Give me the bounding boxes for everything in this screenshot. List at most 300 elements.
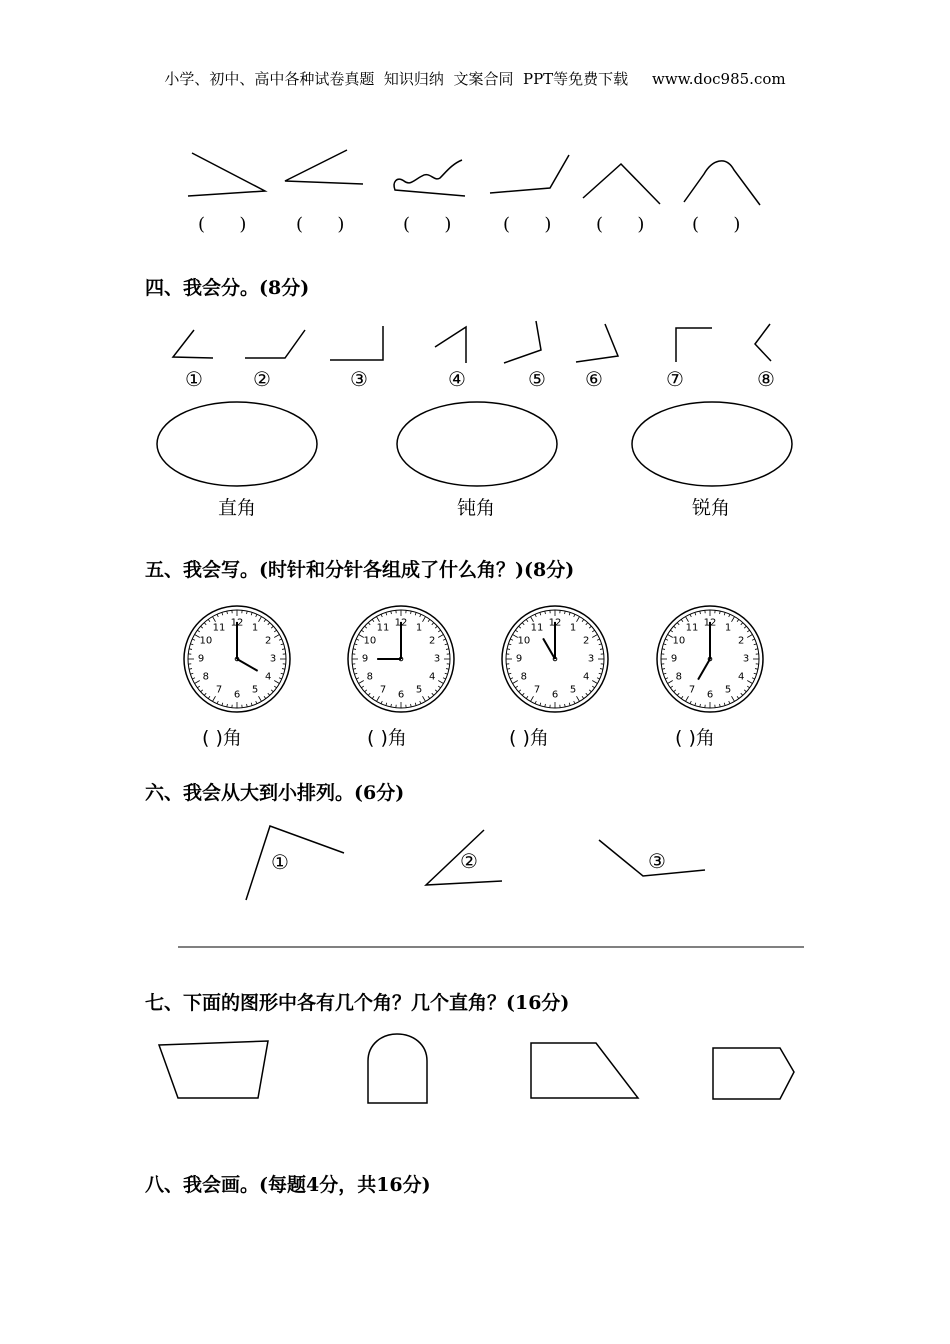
- clock-tick: [662, 649, 665, 650]
- clock-tick: [668, 681, 673, 684]
- clock-tick: [586, 623, 588, 625]
- clock-tick: [599, 644, 602, 645]
- clock-tick: [247, 704, 248, 707]
- page-header: 小学、初中、高中各种试卷真题 知识归纳 文案合同 PPT等免费下载 www.doc985.com: [164, 70, 786, 88]
- clock-tick: [677, 693, 679, 695]
- clock-number: 4: [582, 671, 590, 683]
- clock-tick: [213, 696, 216, 701]
- clock-tick: [577, 617, 580, 622]
- clock-tick: [415, 612, 416, 615]
- clock-tick: [359, 681, 364, 684]
- clock-tick: [372, 696, 374, 698]
- angle-figure-4: [435, 327, 466, 363]
- angle-label-2: ②: [253, 367, 271, 391]
- clock-tick: [720, 611, 721, 614]
- clock-tick: [755, 669, 758, 670]
- figure-angle-5: [583, 164, 660, 204]
- angle-label-4: ④: [448, 367, 466, 391]
- clock-number: 8: [202, 671, 210, 683]
- clock-number: 7: [215, 684, 223, 696]
- clock-tick: [381, 614, 382, 617]
- clock-tick: [729, 701, 730, 704]
- clock-tick: [197, 630, 199, 632]
- angle-label-1: ①: [185, 367, 203, 391]
- clock-number: 7: [533, 684, 541, 696]
- clock-tick: [377, 696, 380, 701]
- clock-tick: [391, 704, 392, 707]
- category-right-angle: 直角: [218, 497, 257, 519]
- clock-tick: [592, 630, 594, 632]
- ellipse-right-angle: [157, 402, 317, 486]
- clock-tick: [259, 696, 262, 701]
- clock-number: 3: [269, 653, 277, 665]
- clock-tick: [259, 617, 262, 622]
- clock-tick: [535, 614, 536, 617]
- clock-tick: [586, 693, 588, 695]
- clock-tick: [674, 690, 676, 692]
- clock-tick: [531, 696, 534, 701]
- clock-number: 5: [415, 684, 423, 696]
- clock-number: 5: [569, 684, 577, 696]
- clock-tick: [279, 678, 282, 679]
- clock-tick: [515, 630, 517, 632]
- hour-hand: [543, 638, 555, 659]
- clock-tick: [526, 696, 528, 698]
- answer-blank-2[interactable]: ( ): [296, 214, 345, 235]
- clock-tick: [372, 619, 374, 621]
- compare-angle-1: [246, 826, 344, 900]
- clock-tick: [251, 703, 252, 706]
- clock-tick: [597, 639, 600, 640]
- clock-tick: [423, 696, 426, 701]
- clock-tick: [264, 696, 266, 698]
- clock-number: 5: [724, 684, 732, 696]
- answer-blank-1[interactable]: ( ): [198, 214, 247, 235]
- clock-tick: [741, 623, 743, 625]
- clock-answer-1[interactable]: ( )角: [202, 727, 242, 749]
- clock-answer-2[interactable]: ( )角: [367, 727, 407, 749]
- clock-tick: [519, 690, 521, 692]
- clock-tick: [204, 623, 206, 625]
- clock-tick: [201, 690, 203, 692]
- clock-tick: [729, 614, 730, 617]
- clock-number: 4: [428, 671, 436, 683]
- section-6-title: 六、我会从大到小排列。(6分): [145, 782, 405, 804]
- clock-tick: [597, 678, 600, 679]
- clock-tick: [264, 619, 266, 621]
- section-4-title: 四、我会分。(8分): [145, 277, 310, 299]
- clock-tick: [592, 681, 597, 684]
- clock-number: 6: [233, 689, 241, 701]
- clock-tick: [446, 669, 449, 670]
- clock-tick: [365, 626, 367, 628]
- answer-blank-6[interactable]: ( ): [692, 214, 741, 235]
- clock-tick: [268, 693, 270, 695]
- clock-tick: [279, 639, 282, 640]
- clock-tick: [192, 678, 195, 679]
- clock-tick: [227, 611, 228, 614]
- clock-tick: [356, 639, 359, 640]
- angle-figure-2: [245, 330, 305, 358]
- ellipse-acute-angle: [632, 402, 792, 486]
- compare-label-3: ③: [648, 849, 666, 873]
- clock-number: 1: [569, 622, 577, 634]
- clock-tick: [361, 630, 363, 632]
- clock-tick: [670, 630, 672, 632]
- clock-tick: [386, 612, 387, 615]
- clock-tick: [737, 696, 739, 698]
- clock-answer-4[interactable]: ( )角: [675, 727, 715, 749]
- clock-number: 2: [264, 635, 272, 647]
- clock-answer-3[interactable]: ( )角: [509, 727, 549, 749]
- clock-tick: [368, 623, 370, 625]
- clock-tick: [540, 703, 541, 706]
- clock-tick: [281, 673, 284, 674]
- clock-tick: [507, 669, 510, 670]
- clock-tick: [600, 649, 603, 650]
- clock-number: 9: [515, 653, 523, 665]
- hour-hand: [237, 659, 258, 671]
- section-7-title: 七、下面的图形中各有几个角？几个直角？(16分): [145, 992, 570, 1014]
- clock-tick: [755, 649, 758, 650]
- clock-number: 6: [551, 689, 559, 701]
- clock-tick: [662, 669, 665, 670]
- clock-1: [184, 606, 290, 712]
- answer-blank-3[interactable]: ( ): [403, 214, 452, 235]
- clock-tick: [519, 626, 521, 628]
- clock-tick: [592, 635, 597, 638]
- angle-label-5: ⑤: [528, 367, 546, 391]
- hour-hand: [698, 659, 710, 680]
- clock-number: 7: [688, 684, 696, 696]
- clock-tick: [256, 614, 257, 617]
- clock-tick: [674, 626, 676, 628]
- clock-tick: [565, 704, 566, 707]
- compare-label-2: ②: [460, 849, 478, 873]
- clock-tick: [569, 703, 570, 706]
- shape-pentagon: [713, 1048, 794, 1099]
- clock-tick: [438, 635, 443, 638]
- clock-tick: [438, 686, 440, 688]
- figure-angle-4: [490, 155, 569, 193]
- clock-tick: [443, 678, 446, 679]
- clock-tick: [589, 690, 591, 692]
- clock-tick: [274, 635, 279, 638]
- category-obtuse-angle: 钝角: [457, 497, 496, 519]
- clock-2: [348, 606, 454, 712]
- clock-number: 11: [685, 622, 699, 634]
- angle-label-8: ⑧: [757, 367, 775, 391]
- clock-tick: [695, 612, 696, 615]
- clock-tick: [720, 704, 721, 707]
- clock-tick: [268, 623, 270, 625]
- clock-tick: [432, 693, 434, 695]
- clock-tick: [201, 626, 203, 628]
- clock-tick: [690, 701, 691, 704]
- clock-number: 8: [675, 671, 683, 683]
- clock-tick: [513, 681, 518, 684]
- angle-label-3: ③: [350, 367, 368, 391]
- clock-number: 1: [251, 622, 259, 634]
- ellipse-obtuse-angle: [397, 402, 557, 486]
- clock-tick: [274, 686, 276, 688]
- clock-tick: [515, 686, 517, 688]
- clock-tick: [747, 635, 752, 638]
- section-5-title: 五、我会写。(时针和分针各组成了什么角？)(8分): [145, 559, 575, 581]
- clock-tick: [411, 611, 412, 614]
- clock-tick: [256, 701, 257, 704]
- clock-tick: [545, 704, 546, 707]
- clock-number: 11: [376, 622, 390, 634]
- clock-number: 8: [520, 671, 528, 683]
- clock-tick: [754, 644, 757, 645]
- clock-3: [502, 606, 608, 712]
- clock-number: 8: [366, 671, 374, 683]
- clock-tick: [368, 693, 370, 695]
- clock-number: 1: [724, 622, 732, 634]
- clock-tick: [208, 619, 210, 621]
- clock-tick: [428, 619, 430, 621]
- clock-tick: [222, 612, 223, 615]
- clock-number: 12: [548, 617, 562, 629]
- clock-number: 2: [737, 635, 745, 647]
- clock-tick: [510, 678, 513, 679]
- clock-number: 4: [264, 671, 272, 683]
- clock-tick: [744, 690, 746, 692]
- clock-tick: [700, 704, 701, 707]
- clock-tick: [423, 617, 426, 622]
- clock-number: 7: [379, 684, 387, 696]
- angle-figure-5: [504, 321, 541, 363]
- clock-number: 9: [670, 653, 678, 665]
- clock-tick: [747, 630, 749, 632]
- clock-number: 2: [428, 635, 436, 647]
- clock-tick: [686, 617, 689, 622]
- clock-tick: [545, 611, 546, 614]
- clock-tick: [438, 630, 440, 632]
- clock-tick: [510, 639, 513, 640]
- clock-tick: [677, 623, 679, 625]
- clock-tick: [446, 649, 449, 650]
- clock-tick: [432, 623, 434, 625]
- clock-tick: [435, 690, 437, 692]
- clock-number: 1: [415, 622, 423, 634]
- clock-tick: [189, 649, 192, 650]
- clock-tick: [190, 673, 193, 674]
- clock-tick: [565, 611, 566, 614]
- clock-number: 3: [587, 653, 595, 665]
- answer-blank-5[interactable]: ( ): [596, 214, 645, 235]
- clock-tick: [354, 644, 357, 645]
- clock-tick: [415, 703, 416, 706]
- clock-tick: [208, 696, 210, 698]
- clock-number: 9: [197, 653, 205, 665]
- answer-blank-4[interactable]: ( ): [503, 214, 552, 235]
- shape-trapezoid: [159, 1041, 268, 1098]
- clock-tick: [574, 701, 575, 704]
- angle-figure-7: [676, 328, 712, 362]
- clock-number: 2: [582, 635, 590, 647]
- angle-figure-6: [576, 324, 618, 362]
- clock-tick: [353, 669, 356, 670]
- clock-tick: [247, 611, 248, 614]
- clock-tick: [574, 614, 575, 617]
- clock-tick: [445, 673, 448, 674]
- clock-tick: [251, 612, 252, 615]
- clock-tick: [204, 693, 206, 695]
- clock-tick: [192, 639, 195, 640]
- clock-tick: [599, 673, 602, 674]
- clock-tick: [508, 644, 511, 645]
- clock-tick: [681, 696, 683, 698]
- clock-number: 11: [530, 622, 544, 634]
- clock-number: 10: [672, 635, 686, 647]
- clock-tick: [737, 619, 739, 621]
- clock-tick: [732, 696, 735, 701]
- clock-tick: [365, 690, 367, 692]
- shape-right-trapezoid: [531, 1043, 638, 1098]
- clock-tick: [353, 649, 356, 650]
- clock-tick: [190, 644, 193, 645]
- clock-tick: [435, 626, 437, 628]
- clock-tick: [569, 612, 570, 615]
- clock-tick: [411, 704, 412, 707]
- clock-tick: [663, 644, 666, 645]
- angle-figure-8: [755, 324, 771, 361]
- clock-number: 4: [737, 671, 745, 683]
- clock-tick: [747, 681, 752, 684]
- clock-tick: [663, 673, 666, 674]
- clock-tick: [600, 669, 603, 670]
- clock-tick: [700, 611, 701, 614]
- figure-angle-2: [285, 150, 363, 184]
- clock-number: 5: [251, 684, 259, 696]
- clock-tick: [670, 686, 672, 688]
- clock-tick: [386, 703, 387, 706]
- clock-tick: [438, 681, 443, 684]
- clock-tick: [391, 611, 392, 614]
- clock-tick: [274, 630, 276, 632]
- clock-tick: [724, 703, 725, 706]
- compare-label-1: ①: [271, 850, 289, 874]
- shape-arch: [368, 1034, 427, 1103]
- clock-tick: [592, 686, 594, 688]
- clock-tick: [282, 649, 285, 650]
- section-8-title: 八、我会画。(每题4分，共16分): [145, 1174, 431, 1196]
- angle-label-6: ⑥: [585, 367, 603, 391]
- clock-tick: [665, 678, 668, 679]
- clock-tick: [361, 686, 363, 688]
- clock-tick: [227, 704, 228, 707]
- clock-tick: [681, 619, 683, 621]
- clock-tick: [522, 623, 524, 625]
- clock-tick: [747, 686, 749, 688]
- clock-tick: [271, 626, 273, 628]
- section3-figures: [188, 150, 760, 205]
- clock-tick: [445, 644, 448, 645]
- clock-tick: [752, 639, 755, 640]
- clock-tick: [531, 617, 534, 622]
- clock-tick: [589, 626, 591, 628]
- angle-figure-3: [330, 326, 383, 360]
- clock-tick: [526, 619, 528, 621]
- clock-tick: [540, 612, 541, 615]
- clock-number: 12: [394, 617, 408, 629]
- clock-number: 6: [397, 689, 405, 701]
- clock-tick: [189, 669, 192, 670]
- clock-tick: [420, 701, 421, 704]
- clock-tick: [356, 678, 359, 679]
- clock-tick: [377, 617, 380, 622]
- clock-tick: [507, 649, 510, 650]
- clock-tick: [741, 693, 743, 695]
- figure-curve-6: [684, 161, 760, 205]
- clock-tick: [522, 693, 524, 695]
- clock-number: 6: [706, 689, 714, 701]
- clock-number: 3: [742, 653, 750, 665]
- clock-tick: [535, 701, 536, 704]
- clock-tick: [752, 678, 755, 679]
- angle-figure-1: [173, 330, 213, 358]
- clock-number: 12: [230, 617, 244, 629]
- clock-tick: [195, 681, 200, 684]
- clock-tick: [217, 614, 218, 617]
- clock-number: 11: [212, 622, 226, 634]
- clock-tick: [381, 701, 382, 704]
- angle-label-7: ⑦: [666, 367, 684, 391]
- clock-tick: [217, 701, 218, 704]
- clock-tick: [732, 617, 735, 622]
- clock-tick: [197, 686, 199, 688]
- figure-angle-1: [188, 153, 265, 196]
- clock-tick: [428, 696, 430, 698]
- clock-tick: [222, 703, 223, 706]
- clock-tick: [686, 696, 689, 701]
- section4-ellipses: [157, 402, 792, 486]
- clock-number: 12: [703, 617, 717, 629]
- clock-tick: [443, 639, 446, 640]
- clock-tick: [744, 626, 746, 628]
- clock-tick: [582, 619, 584, 621]
- clock-tick: [690, 614, 691, 617]
- clock-tick: [274, 681, 279, 684]
- clock-tick: [665, 639, 668, 640]
- clock-number: 10: [363, 635, 377, 647]
- section7-shapes: [159, 1034, 794, 1103]
- clock-tick: [754, 673, 757, 674]
- clock-tick: [282, 669, 285, 670]
- clock-number: 10: [199, 635, 213, 647]
- clock-tick: [271, 690, 273, 692]
- section4-angles: [173, 321, 771, 363]
- clock-tick: [281, 644, 284, 645]
- clock-tick: [508, 673, 511, 674]
- clock-number: 9: [361, 653, 369, 665]
- clock-tick: [724, 612, 725, 615]
- clock-tick: [582, 696, 584, 698]
- clock-number: 10: [517, 635, 531, 647]
- section5-clocks: [184, 606, 763, 712]
- category-acute-angle: 锐角: [692, 497, 731, 519]
- clock-tick: [213, 617, 216, 622]
- clock-4: [657, 606, 763, 712]
- clock-tick: [577, 696, 580, 701]
- figure-curve-3: [394, 160, 465, 196]
- clock-tick: [420, 614, 421, 617]
- clock-number: 3: [433, 653, 441, 665]
- clock-tick: [354, 673, 357, 674]
- clock-tick: [695, 703, 696, 706]
